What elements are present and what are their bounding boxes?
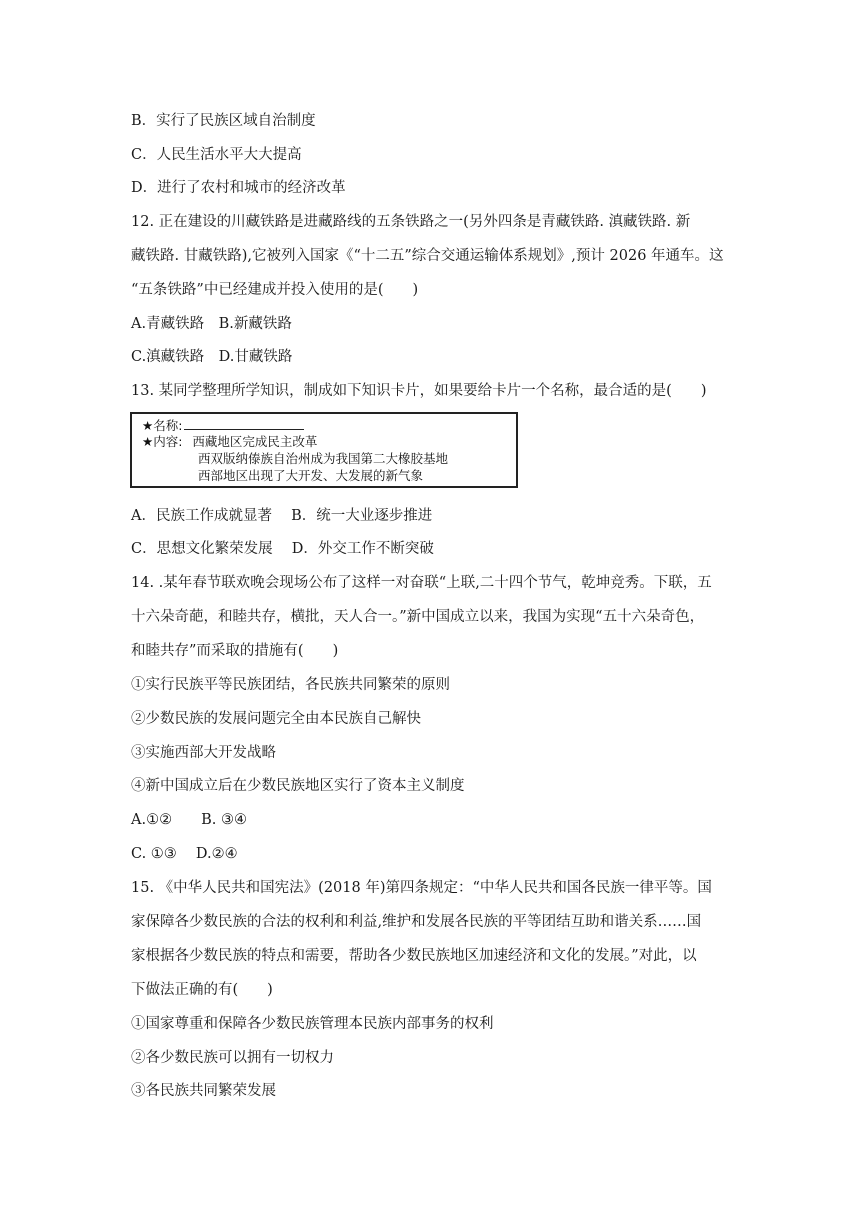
question-12-line-2: 藏铁路. 甘藏铁路),它被列入国家《“十二五”综合交通运输体系规划》,预计 2026 年通车。这: [131, 248, 724, 264]
question-12-line-3: “五条铁路”中已经建成并投入使用的是( ): [131, 282, 419, 298]
question-15-item-1: ①国家尊重和保障各少数民族管理本民族内部事务的权利: [131, 1016, 494, 1032]
question-14-options-ab: A.①② B. ③④: [131, 812, 247, 828]
question-12-options-cd: C.滇藏铁路 D.甘藏铁路: [131, 349, 293, 365]
question-14-item-3: ③实施西部大开发战略: [131, 745, 276, 761]
question-15-line-4: 下做法正确的有( ): [131, 982, 273, 998]
question-14-options-cd: C. ①③ D.②④: [131, 846, 238, 862]
question-14-item-1: ①实行民族平等民族团结，各民族共同繁荣的原则: [131, 677, 450, 693]
question-14-line-1: 14. .某年春节联欢晚会现场公布了这样一对奋联“上联,二十四个节气，乾坤竞秀。下联，五: [131, 575, 712, 591]
question-15-line-3: 家根据各少数民族的特点和需要，帮助各少数民族地区加速经济和文化的发展。”对此，以: [131, 948, 697, 964]
question-14-item-2: ②少数民族的发展问题完全由本民族自己解快: [131, 711, 421, 727]
option-11b: B．实行了民族区域自治制度: [131, 113, 316, 129]
question-13-options-cd: C．思想文化繁荣发展 D．外交工作不断突破: [131, 541, 434, 557]
question-12-options-ab: A.青藏铁路 B.新藏铁路: [131, 316, 292, 332]
question-14-line-2: 十六朵奇葩，和睦共存，横批，天人合一。”新中国成立以来，我国为实现“五十六朵奇色，: [131, 609, 705, 625]
card-item: 西部地区出现了大开发、大发展的新气象: [198, 468, 424, 483]
card-content-label: ★内容:: [142, 434, 183, 449]
question-15-line-2: 家保障各少数民族的合法的权利和利益,维护和发展各民族的平等团结互助和谐关系……国: [131, 914, 702, 930]
option-11c: C．人民生活水平大大提高: [131, 147, 302, 163]
question-13-stem: 13. 某同学整理所学知识，制成如下知识卡片，如果要给卡片一个名称，最合适的是( ): [131, 383, 707, 399]
question-15-item-3: ③各民族共同繁荣发展: [131, 1083, 276, 1099]
knowledge-card: [130, 412, 518, 488]
question-15-line-1: 15. 《中华人民共和国宪法》(2018 年)第四条规定：“中华人民共和国各民族一律平等。国: [131, 880, 712, 896]
question-15-item-2: ②各少数民族可以拥有一切权力: [131, 1050, 334, 1066]
question-13-options-ab: A．民族工作成就显著 B．统一大业逐步推进: [131, 508, 433, 524]
question-14-item-4: ④新中国成立后在少数民族地区实行了资本主义制度: [131, 778, 465, 794]
question-14-line-3: 和睦共存”而采取的措施有( ): [131, 643, 339, 659]
option-11d: D．进行了农村和城市的经济改革: [131, 180, 346, 196]
card-content-row: [142, 434, 317, 450]
card-item: 西双版纳傣族自治州成为我国第二大橡胶基地: [198, 451, 449, 466]
card-name-blank: [184, 418, 304, 430]
card-item: 西藏地区完成民主改革: [192, 434, 318, 449]
card-name-row: [142, 418, 304, 434]
question-12-line-1: 12. 正在建设的川藏铁路是进藏路线的五条铁路之一(另外四条是青藏铁路. 滇藏铁路. 新: [131, 214, 691, 230]
card-name-label: ★名称:: [142, 418, 183, 433]
